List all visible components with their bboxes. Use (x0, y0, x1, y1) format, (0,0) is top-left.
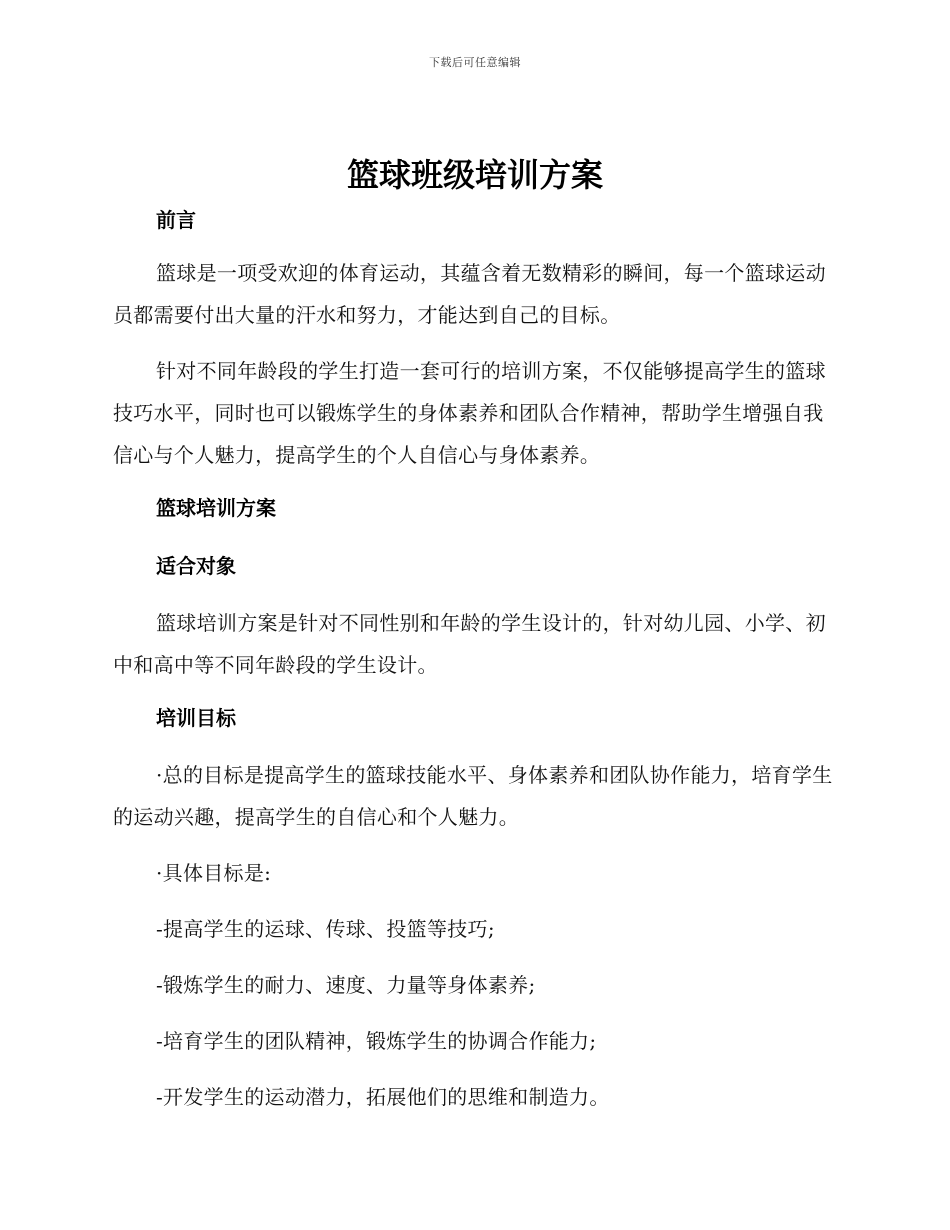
goal-item: -开发学生的运动潜力，拓展他们的思维和制造力。 (156, 1085, 610, 1109)
audience-paragraph: 篮球培训方案是针对不同性别和年龄的学生设计的，针对幼儿园、小学、初中和高中等不同年龄段的学生设计。 (113, 611, 826, 677)
goals-overall-paragraph: ·总的目标是提高学生的篮球技能水平、身体素养和团队协作能力，培育学生的运动兴趣，提高学生的自信心和个人魅力。 (113, 763, 833, 829)
header-note: 下载后可任意编辑 (429, 56, 521, 69)
goal-item: -培育学生的团队精神，锻炼学生的协调合作能力; (156, 1029, 597, 1053)
section-heading-plan: 篮球培训方案 (156, 496, 276, 520)
preface-paragraph-2: 针对不同年龄段的学生打造一套可行的培训方案，不仅能够提高学生的篮球技巧水平，同时也可以锻炼学生的身体素养和团队合作精神，帮助学生增强自我信心与个人魅力，提高学生的个人自信心与身体素养。 (113, 359, 826, 467)
section-heading-audience: 适合对象 (156, 554, 236, 578)
goal-item: -锻炼学生的耐力、速度、力量等身体素养; (156, 973, 536, 997)
goals-specific-intro: ·具体目标是: (156, 861, 272, 885)
section-heading-goals: 培训目标 (156, 706, 236, 730)
document-body (113, 202, 833, 1118)
goal-item: -提高学生的运球、传球、投篮等技巧; (156, 917, 495, 941)
section-heading-preface: 前言 (156, 208, 196, 232)
preface-paragraph-1: 篮球是一项受欢迎的体育运动，其蕴含着无数精彩的瞬间，每一个篮球运动员都需要付出大量的汗水和努力，才能达到自己的目标。 (113, 261, 826, 327)
document-title: 篮球班级培训方案 (346, 156, 603, 194)
